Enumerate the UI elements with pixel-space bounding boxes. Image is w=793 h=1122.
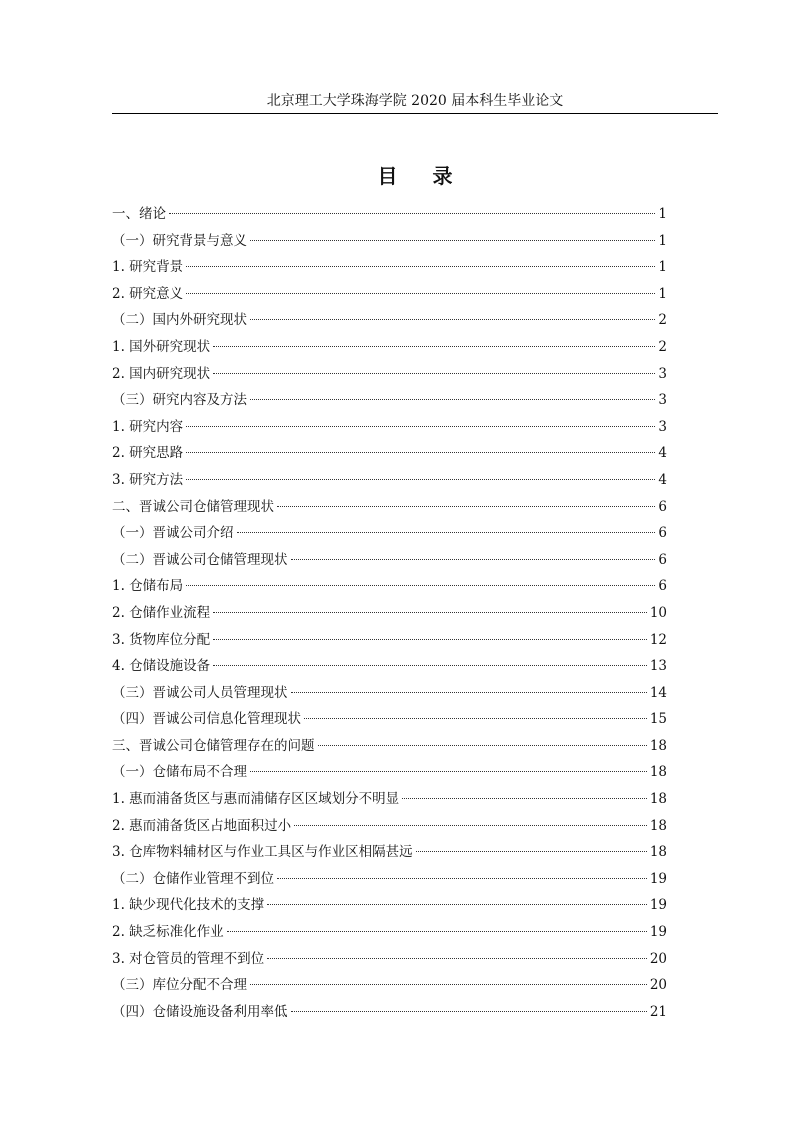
toc-entry[interactable] [112, 389, 667, 416]
toc-entry-page-number: 4 [658, 445, 667, 462]
toc-entry[interactable] [112, 841, 667, 868]
toc-entry[interactable] [112, 655, 667, 682]
toc-entry-page-number: 1 [658, 285, 667, 302]
toc-entry-label: 4. 仓储设施设备 [112, 658, 211, 675]
toc-entry-page-number: 2 [658, 312, 667, 329]
toc-entry[interactable] [112, 363, 667, 390]
dot-leader [186, 293, 655, 294]
toc-entry-label: 2. 缺乏标准化作业 [112, 924, 224, 941]
toc-entry-label: 1. 研究内容 [112, 418, 184, 435]
toc-entry[interactable] [112, 416, 667, 443]
toc-entry-label: 2. 研究意义 [112, 285, 184, 302]
toc-entry-label: 3. 仓库物料辅材区与作业工具区与作业区相隔甚远 [112, 844, 413, 861]
toc-entry-label: （一）晋诚公司介绍 [112, 525, 234, 542]
toc-entry[interactable] [112, 602, 667, 629]
toc-entry[interactable] [112, 921, 667, 948]
toc-entry-label: 1. 缺少现代化技术的支撑 [112, 897, 265, 914]
toc-entry-label: 1. 研究背景 [112, 259, 184, 276]
toc-entry-page-number: 18 [649, 791, 667, 808]
toc-entry-label: 三、晋诚公司仓储管理存在的问题 [112, 737, 315, 754]
toc-entry-label: （四）仓储设施设备利用率低 [112, 1003, 288, 1020]
dot-leader [291, 1011, 647, 1012]
toc-entry-label: （二）晋诚公司仓储管理现状 [112, 551, 288, 568]
page-header: 北京理工大学珠海学院 2020 届本科生毕业论文 [266, 93, 564, 109]
toc-entry-label: （二）仓储作业管理不到位 [112, 870, 274, 887]
dot-leader [304, 718, 647, 719]
toc-entry[interactable] [112, 1001, 667, 1028]
dot-leader [186, 479, 655, 480]
toc-entry-page-number: 14 [649, 684, 667, 701]
toc-entry-page-number: 6 [658, 578, 667, 595]
toc-entry-page-number: 4 [658, 471, 667, 488]
dot-leader [186, 426, 655, 427]
toc-entry-page-number: 18 [649, 737, 667, 754]
dot-leader [250, 399, 655, 400]
toc-entry-page-number: 20 [649, 950, 667, 967]
toc-entry[interactable] [112, 682, 667, 709]
dot-leader [186, 266, 655, 267]
toc-entry-page-number: 6 [658, 498, 667, 515]
dot-leader [250, 984, 647, 985]
dot-leader [213, 612, 647, 613]
toc-entry-label: 1. 仓储布局 [112, 578, 184, 595]
toc-entry-page-number: 20 [649, 977, 667, 994]
toc-entry-page-number: 6 [658, 551, 667, 568]
toc-entry[interactable] [112, 868, 667, 895]
toc-entry[interactable] [112, 735, 667, 762]
toc-entry[interactable] [112, 708, 667, 735]
toc-entry-label: 3. 对仓管员的管理不到位 [112, 950, 265, 967]
toc-entry-page-number: 19 [649, 897, 667, 914]
toc-entry[interactable] [112, 256, 667, 283]
toc-entry-label: 3. 货物库位分配 [112, 631, 211, 648]
dot-leader [227, 931, 647, 932]
dot-leader [213, 665, 647, 666]
toc-entry-label: 二、晋诚公司仓储管理现状 [112, 498, 274, 515]
toc-entry[interactable] [112, 309, 667, 336]
toc-entry[interactable] [112, 629, 667, 656]
dot-leader [213, 346, 655, 347]
dot-leader [291, 692, 647, 693]
dot-leader [169, 213, 655, 214]
toc-entry-label: （三）晋诚公司人员管理现状 [112, 684, 288, 701]
dot-leader [291, 559, 656, 560]
toc-entry-label: （三）研究内容及方法 [112, 392, 247, 409]
toc-entry[interactable] [112, 815, 667, 842]
toc-entry-page-number: 10 [649, 604, 667, 621]
header-rule [112, 113, 718, 114]
toc-entry-label: 2. 仓储作业流程 [112, 604, 211, 621]
toc-entry[interactable] [112, 336, 667, 363]
dot-leader [402, 798, 647, 799]
toc-entry-page-number: 6 [658, 525, 667, 542]
toc-entry-label: 一、绪论 [112, 206, 166, 222]
toc-entry[interactable] [112, 230, 667, 257]
toc-entry-label: 2. 惠而浦备货区占地面积过小 [112, 817, 292, 834]
toc-entry-page-number: 1 [658, 259, 667, 276]
toc-entry-page-number: 18 [649, 764, 667, 781]
toc-entry[interactable] [112, 442, 667, 469]
toc-entry[interactable] [112, 575, 667, 602]
toc-entry[interactable] [112, 894, 667, 921]
dot-leader [277, 506, 655, 507]
toc-entry-label: 2. 研究思路 [112, 445, 184, 462]
dot-leader [237, 532, 656, 533]
toc-entry[interactable] [112, 549, 667, 576]
toc-entry[interactable] [112, 974, 667, 1001]
toc-entry-page-number: 21 [649, 1003, 667, 1020]
toc-entry[interactable] [112, 948, 667, 975]
dot-leader [416, 851, 647, 852]
toc-entry-page-number: 19 [649, 924, 667, 941]
toc-entry-label: （三）库位分配不合理 [112, 977, 247, 994]
dot-leader [250, 240, 655, 241]
toc-entry[interactable] [112, 761, 667, 788]
toc-entry-page-number: 3 [658, 365, 667, 382]
toc-entry[interactable] [112, 283, 667, 310]
table-of-contents [112, 203, 667, 1027]
toc-entry-page-number: 1 [658, 206, 667, 222]
dot-leader [213, 639, 647, 640]
toc-entry[interactable] [112, 496, 667, 523]
toc-entry-page-number: 19 [649, 870, 667, 887]
toc-entry-label: 2. 国内研究现状 [112, 365, 211, 382]
dot-leader [267, 958, 647, 959]
dot-leader [294, 825, 647, 826]
toc-title: 目 录 [377, 164, 467, 188]
toc-entry-page-number: 2 [658, 338, 667, 355]
dot-leader [318, 745, 647, 746]
toc-entry[interactable] [112, 522, 667, 549]
toc-entry-label: （四）晋诚公司信息化管理现状 [112, 711, 301, 728]
toc-entry-label: 1. 国外研究现状 [112, 338, 211, 355]
dot-leader [186, 585, 655, 586]
toc-entry-label: （一）研究背景与意义 [112, 232, 247, 249]
toc-entry-page-number: 15 [649, 711, 667, 728]
dot-leader [277, 878, 647, 879]
dot-leader [250, 771, 647, 772]
dot-leader [213, 373, 655, 374]
toc-entry-page-number: 1 [658, 232, 667, 249]
toc-entry-label: （二）国内外研究现状 [112, 312, 247, 329]
toc-entry-label: 1. 惠而浦备货区与惠而浦储存区区域划分不明显 [112, 791, 400, 808]
toc-entry-page-number: 3 [658, 418, 667, 435]
toc-entry[interactable] [112, 788, 667, 815]
toc-entry-page-number: 12 [649, 631, 667, 648]
toc-entry-label: 3. 研究方法 [112, 471, 184, 488]
toc-entry-page-number: 18 [649, 844, 667, 861]
dot-leader [267, 904, 647, 905]
toc-entry-page-number: 13 [649, 658, 667, 675]
toc-entry[interactable] [112, 469, 667, 496]
toc-entry-page-number: 18 [649, 817, 667, 834]
dot-leader [186, 452, 655, 453]
toc-entry-label: （一）仓储布局不合理 [112, 764, 247, 781]
toc-entry-page-number: 3 [658, 392, 667, 409]
toc-entry[interactable] [112, 203, 667, 230]
dot-leader [250, 319, 655, 320]
